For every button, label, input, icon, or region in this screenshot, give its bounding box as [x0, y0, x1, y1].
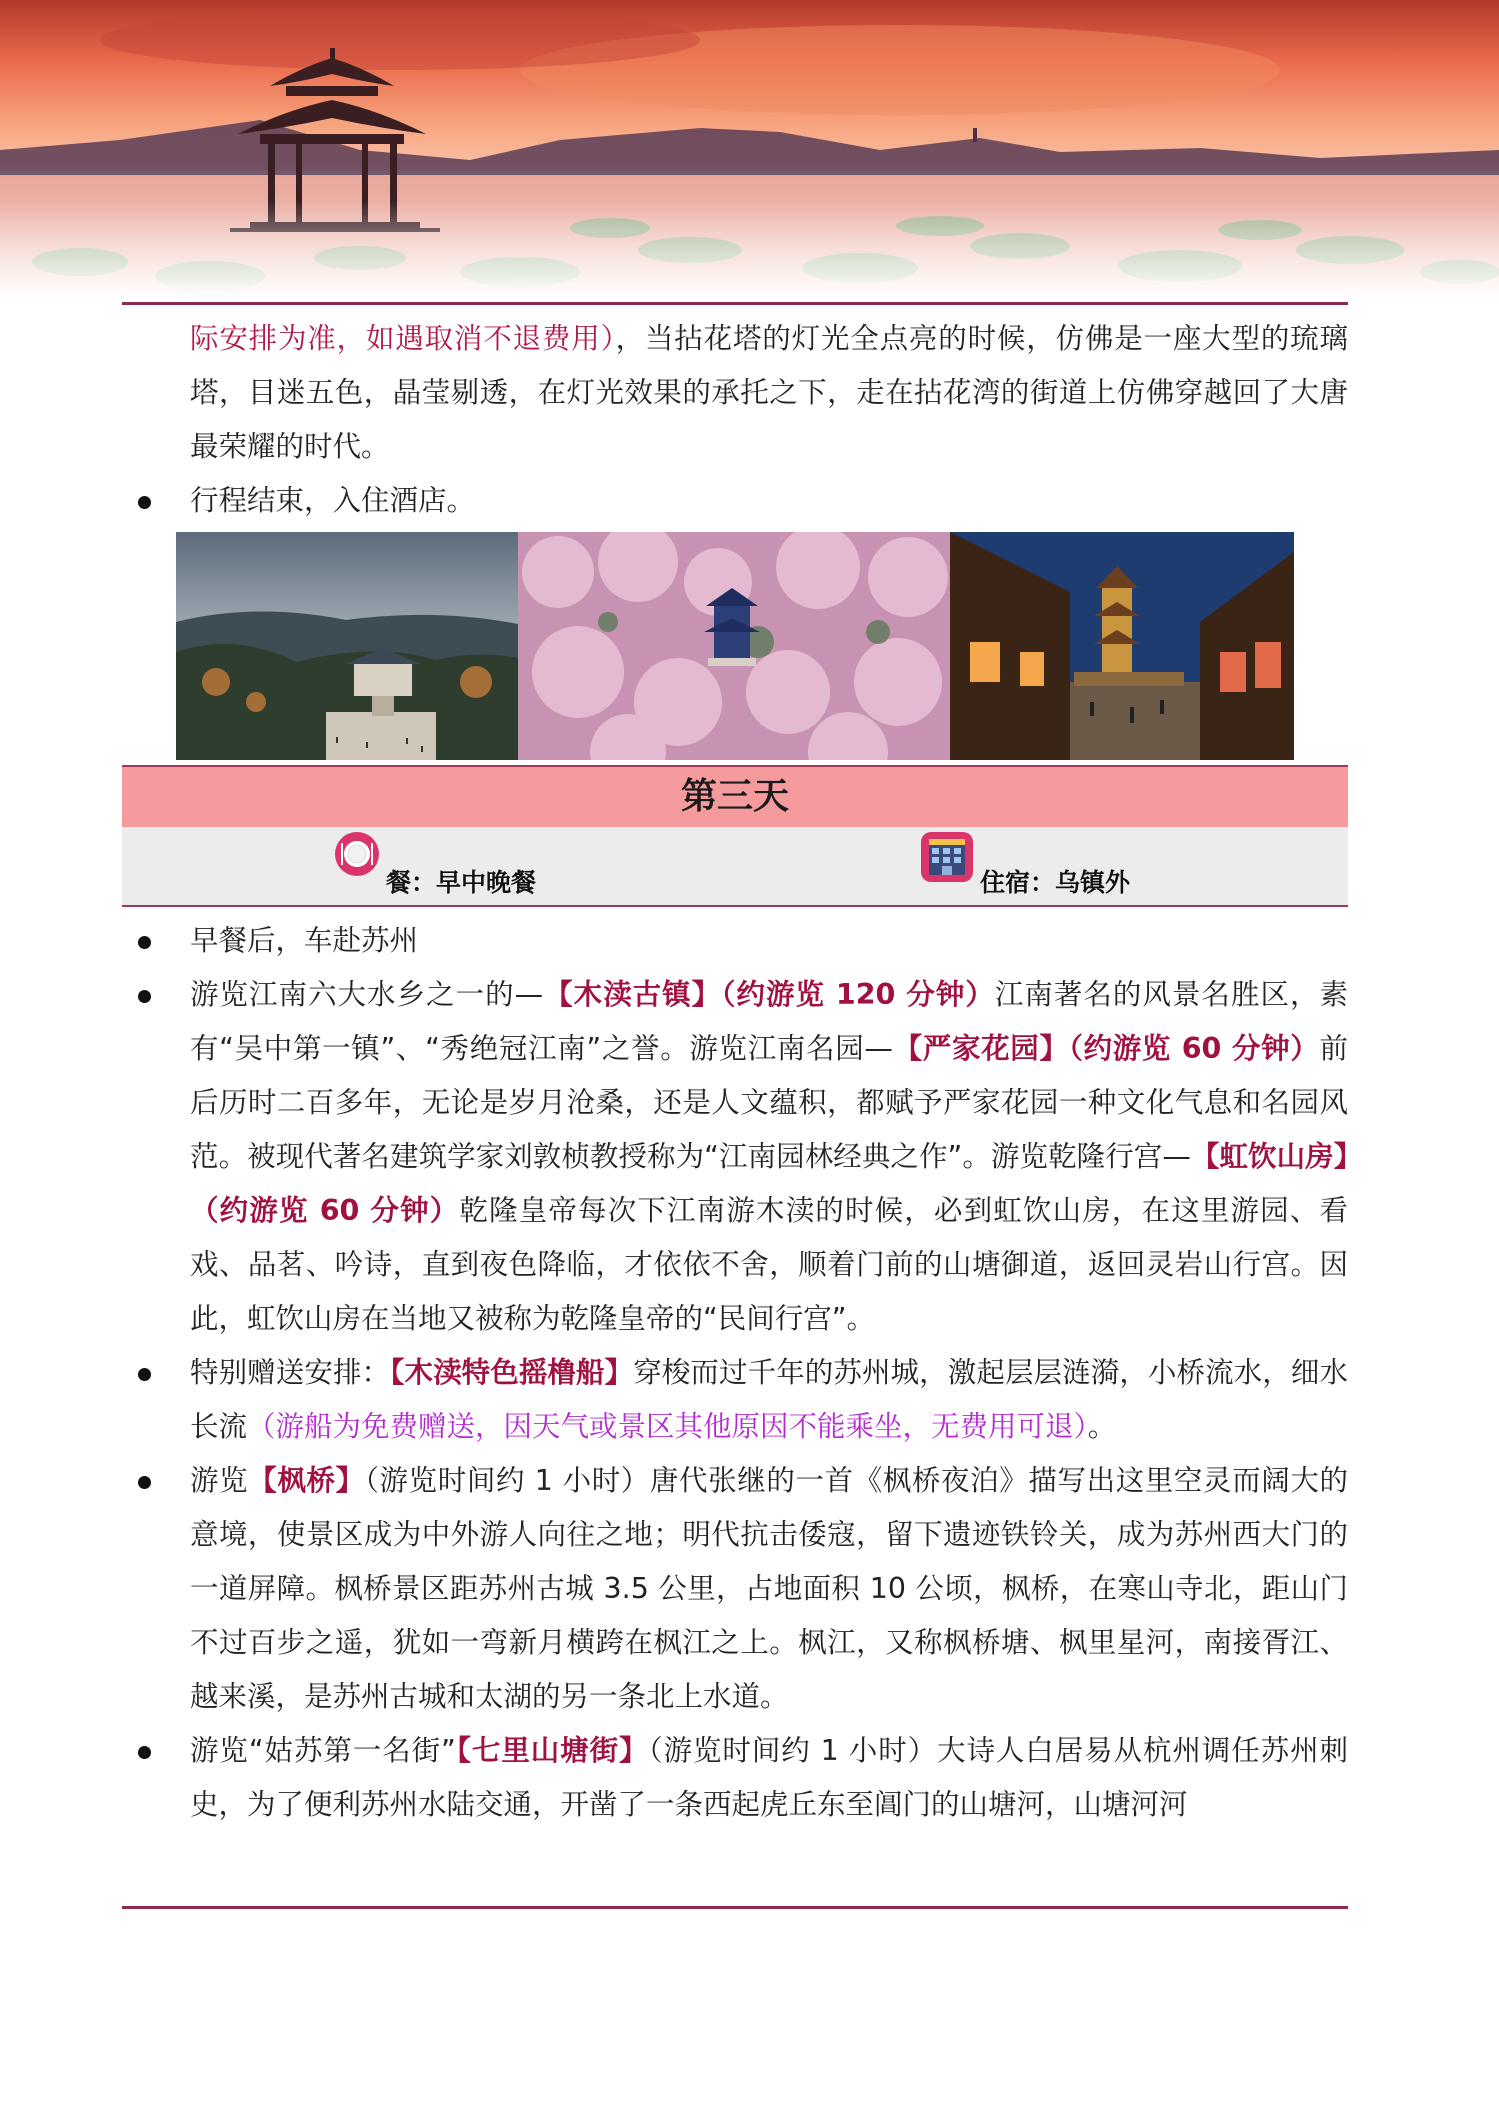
item-text: 特别赠送安排：	[190, 1356, 391, 1389]
bullet-icon	[138, 936, 151, 949]
item-text: 穿梭而过千年的苏州城，激起层层涟漪，小桥流水，细水长流	[190, 1356, 1348, 1443]
footer-rule	[122, 1906, 1348, 1909]
bullet-icon	[138, 990, 151, 1003]
mausoleum-photo	[176, 532, 518, 760]
continuation-red-text: 际安排为准，如遇取消不退费用）	[190, 322, 616, 355]
bullet-icon	[138, 496, 151, 509]
day-title: 第三天	[122, 765, 1348, 829]
item-text: 早餐后，车赴苏州	[190, 924, 419, 957]
item-text: 游览“姑苏第一名街”	[190, 1734, 456, 1767]
day-info-bar	[122, 827, 1348, 907]
item-text: 乾隆皇帝每次下江南游木渎的时候，必到虹饮山房，在这里游园、看戏、品茗、吟诗，直到夜色降临，才依依不舍，顺着门前的山塘御道，返回灵岩山行宫。因此，虹饮山房在当地又被称为乾隆皇帝的“民间行宫”。	[190, 1194, 1348, 1335]
list-item	[122, 1454, 1348, 1724]
bullet-icon	[138, 1368, 151, 1381]
sunset-lake-pavilion-image	[0, 0, 1499, 300]
item-text: 。	[1087, 1410, 1117, 1443]
list-item	[122, 474, 1348, 528]
meals-text: 餐：早中晚餐	[386, 868, 537, 897]
bullet-icon	[138, 1746, 151, 1759]
header-rule	[122, 302, 1348, 305]
attraction-highlight: 【木渎古镇】（约游览 120 分钟）	[543, 978, 995, 1011]
continuation-paragraph	[122, 312, 1348, 474]
list-item	[122, 968, 1348, 1346]
end-item-text: 行程结束，入住酒店。	[190, 484, 476, 517]
item-text: （游览时间约 1 小时）唐代张继的一首《枫桥夜泊》描写出这里空灵而阔大的意境，使景区成为中外游人向往之地；明代抗击倭寇，留下遗迹铁铃关，成为苏州西大门的一道屏障。枫桥景区距苏州古城 3.5 公里，占地面积 10 公顷，枫桥，在寒山寺北，距山门不过百步之遥，犹如一弯新月横跨在枫江之上。枫江，又称枫桥塘、枫里星河，南接胥江、越来溪，是苏州古城和太湖的另一条北上水道。	[190, 1464, 1348, 1713]
header-banner	[0, 0, 1499, 300]
photo-strip	[176, 532, 1294, 760]
hotel-building-icon	[920, 831, 974, 883]
day3-itinerary	[122, 914, 1348, 1832]
meal-plate-icon	[334, 831, 380, 877]
attraction-highlight: 【枫桥】	[248, 1464, 365, 1497]
hotel-text: 住宿：乌镇外	[980, 868, 1131, 897]
item-text: 游览	[190, 1464, 249, 1497]
attraction-highlight: 【木渎特色摇橹船】	[390, 1356, 634, 1389]
attraction-highlight: 【七里山塘街】	[455, 1734, 649, 1767]
continuation-text: ，当拈花塔的灯光全点亮的时候，仿佛是一座大型的琉璃塔，目迷五色，晶莹剔透，在灯光效果的承托之下，走在拈花湾的街道上仿佛穿越回了大唐最荣耀的时代。	[190, 322, 1348, 463]
bullet-icon	[138, 1476, 151, 1489]
list-item	[122, 1346, 1348, 1454]
night-street-pagoda-photo	[950, 532, 1294, 760]
list-item	[122, 1724, 1348, 1832]
prev-day-section	[122, 312, 1348, 528]
item-text: 游览江南六大水乡之一的—	[190, 978, 544, 1011]
item-text: 江南著名的风景名胜区，素有“吴中第一镇”、“秀绝冠江南”之誉。游览江南名园—	[190, 978, 1348, 1065]
attraction-highlight: 【虹饮山房】（约游览 60 分钟）	[190, 1140, 1348, 1227]
list-item	[122, 914, 1348, 968]
attraction-highlight: 【严家花园】（约游览 60 分钟）	[892, 1032, 1320, 1065]
cherry-blossom-photo	[518, 532, 950, 760]
item-text: 前后历时二百多年，无论是岁月沧桑，还是人文蕴积，都赋予严家花园一种文化气息和名园风范。被现代著名建筑学家刘敦桢教授称为“江南园林经典之作”。游览乾隆行宫—	[190, 1032, 1349, 1173]
free-boat-note: （游船为免费赠送，因天气或景区其他原因不能乘坐，无费用可退）	[247, 1410, 1088, 1443]
item-text: （游览时间约 1 小时）大诗人白居易从杭州调任苏州刺史，为了便利苏州水陆交通，开凿了一条西起虎丘东至阊门的山塘河，山塘河河	[190, 1734, 1348, 1821]
